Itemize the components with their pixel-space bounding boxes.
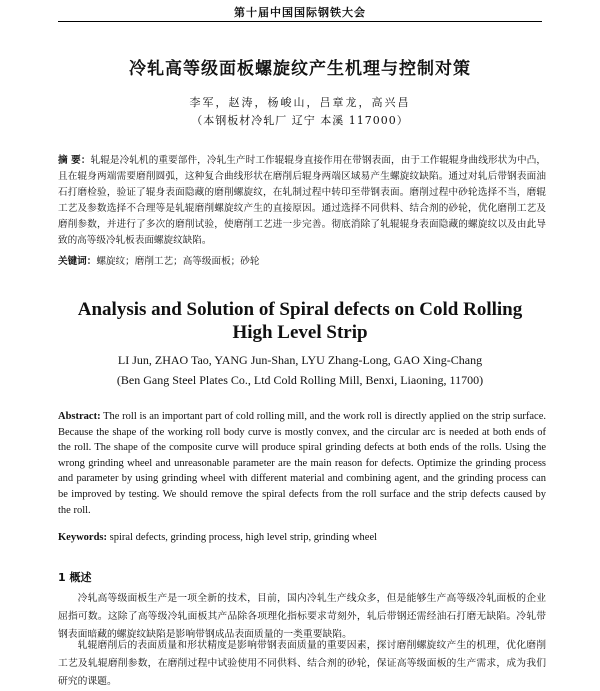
- chinese-abstract: [58, 153, 546, 249]
- chinese-abstract-label: 摘 要：: [58, 155, 91, 166]
- english-abstract: [58, 409, 546, 518]
- english-keywords: [58, 532, 546, 543]
- english-affiliation: (Ben Gang Steel Plates Co., Ltd Cold Rolling Mill, Benxi, Liaoning, 11700): [116, 373, 484, 387]
- body-paragraph-1: 冷轧高等级面板生产是一项全新的技术，目前，国内冷轧生产线众多，但是能够生产高等级冷轧面板的企业屈指可数。这除了高等级冷轧面板其产品除各项理化指标要求苛刻外，轧后带钢还需经油石打磨无缺陷。冷轧带钢表面暗藏的螺旋纹缺陷是影响带钢成品表面质量的一类重要缺陷。: [58, 593, 546, 640]
- section-heading: 1 概述: [58, 571, 92, 584]
- chinese-affiliation: （本钢板材冷轧厂 辽宁 本溪 117000）: [191, 114, 409, 127]
- chinese-title: 冷轧高等级面板螺旋纹产生机理与控制对策: [129, 59, 471, 79]
- chinese-keywords: [58, 253, 546, 267]
- chinese-authors: 李军，赵涛，杨峻山，吕章龙，高兴昌: [189, 96, 411, 109]
- chinese-abstract-text: 轧辊是冷轧机的重要部件，冷轧生产时工作辊辊身直接作用在带钢表面，由于工作辊辊身曲线形状为中凸，且在辊身两端需要磨削圆弧，这种复合曲线形状在磨削后辊身两端区域易产生螺旋纹缺陷。通过对轧后带钢表面油石打磨检验，验证了辊身表面隐藏的磨削螺旋纹，在轧制过程中转印至带钢表面。磨削过程中砂轮选择不当，磨辊工艺及参数选择不合理等是轧辊磨削螺旋纹产生的直接原因。通过选择不同供料、结合剂的砂轮，优化磨削工艺及磨削参数，并进行了多次的磨削试验，使磨削工艺进一步完善。彻底消除了轧辊辊身表面隐藏的螺旋纹以及由此导致的高等级冷轧板表面螺旋纹缺陷。: [58, 155, 547, 246]
- english-keywords-label: Keywords:: [58, 532, 107, 543]
- chinese-keywords-text: 螺旋纹；磨削工艺；高等级面板；砂轮: [96, 256, 260, 267]
- body-paragraph-2: 轧辊磨削后的表面质量和形状精度是影响带钢表面质量的重要因素，探讨磨削螺旋纹产生的机理，优化磨削工艺及轧辊磨削参数，在磨削过程中试验使用不同供料、结合剂的砂轮，保证高等级面板的生产需求，成为我们研究的课题。: [58, 640, 546, 687]
- running-header: 第十届中国国际钢铁大会: [234, 6, 366, 19]
- chinese-keywords-label: 关键词：: [58, 256, 97, 267]
- header-rule: [58, 21, 542, 22]
- english-abstract-text: The roll is an important part of cold rolling mill, and the work roll is directly applied on the strip surface. Because the shape of the working roll body curve is mostly convex, and the circular arc is needed at both ends of the roll. The shape of the composite curve will produce spiral grinding defects at both ends of the rolls. Using the wrong grinding wheel and unreasonable parameter are the main reason for defects. Optimize the grinding process and parameter by using grinding wheel with different material and combining agent, and the grinding process can be improved by testing. We should remove the spiral defects from the roll surface and the strip defects caused by the roll.: [58, 411, 546, 516]
- english-keywords-text: spiral defects, grinding process, high level strip, grinding wheel: [109, 532, 378, 543]
- english-authors: LI Jun, ZHAO Tao, YANG Jun-Shan, LYU Zhang-Long, GAO Xing-Chang: [117, 353, 483, 367]
- english-title: Analysis and Solution of Spiral defects on Cold Rolling High Level Strip: [77, 299, 523, 343]
- english-abstract-label: Abstract:: [58, 411, 101, 422]
